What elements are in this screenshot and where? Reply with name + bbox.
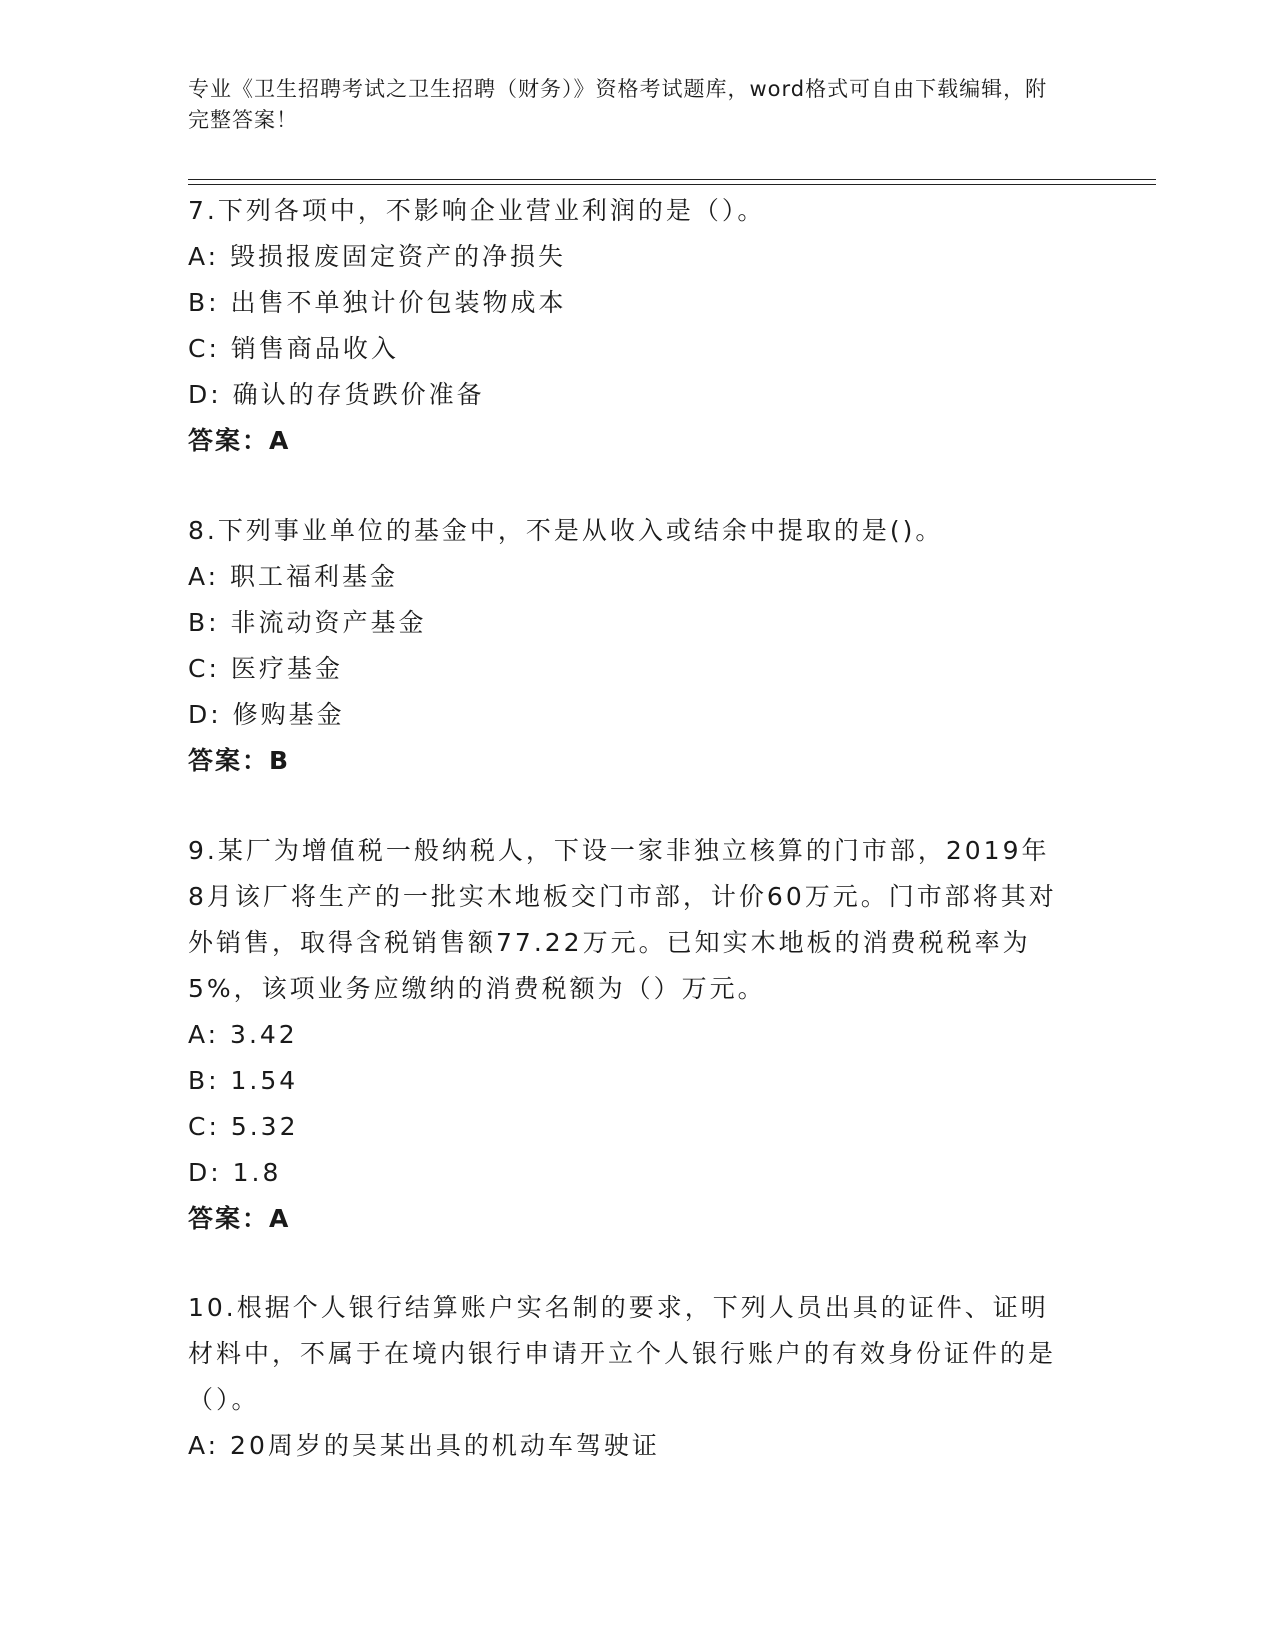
answer-line: 答案：B [188, 746, 291, 775]
option-a: A: 职工福利基金 [188, 562, 399, 591]
question-7 [188, 188, 1068, 464]
answer-line: 答案：A [188, 1204, 291, 1233]
question-10 [188, 1285, 1068, 1469]
question-stem: 9.某厂为增值税一般纳税人，下设一家非独立核算的门市部，2019年8月该厂将生产的一批实木地板交门市部，计价60万元。门市部将其对外销售，取得含税销售额77.22万元。已知实木地板的消费税税率为5%，该项业务应缴纳的消费税额为（）万元。 [188, 836, 1057, 1003]
question-stem: 10.根据个人银行结算账户实名制的要求，下列人员出具的证件、证明材料中，不属于在境内银行申请开立个人银行账户的有效身份证件的是（）。 [188, 1293, 1057, 1414]
option-a: A: 3.42 [188, 1020, 298, 1049]
option-c: C: 5.32 [188, 1112, 299, 1141]
option-b: B: 非流动资产基金 [188, 608, 427, 637]
answer-line: 答案：A [188, 426, 291, 455]
header-divider-bottom [188, 184, 1156, 185]
option-d: D: 1.8 [188, 1158, 282, 1187]
question-stem: 7.下列各项中，不影响企业营业利润的是（）。 [188, 196, 766, 225]
option-b: B: 1.54 [188, 1066, 299, 1095]
option-a: A: 20周岁的吴某出具的机动车驾驶证 [188, 1431, 660, 1460]
question-9 [188, 828, 1068, 1242]
option-c: C: 销售商品收入 [188, 334, 399, 363]
header-divider-top [188, 179, 1156, 180]
question-stem: 8.下列事业单位的基金中，不是从收入或结余中提取的是()。 [188, 516, 944, 545]
question-8 [188, 508, 1068, 784]
document-header: 专业《卫生招聘考试之卫生招聘（财务）》资格考试题库，word格式可自由下载编辑，附完整答案！ [188, 77, 1048, 132]
option-d: D: 确认的存货跌价准备 [188, 380, 485, 409]
option-c: C: 医疗基金 [188, 654, 343, 683]
option-d: D: 修购基金 [188, 700, 345, 729]
option-a: A: 毁损报废固定资产的净损失 [188, 242, 567, 271]
option-b: B: 出售不单独计价包装物成本 [188, 288, 567, 317]
